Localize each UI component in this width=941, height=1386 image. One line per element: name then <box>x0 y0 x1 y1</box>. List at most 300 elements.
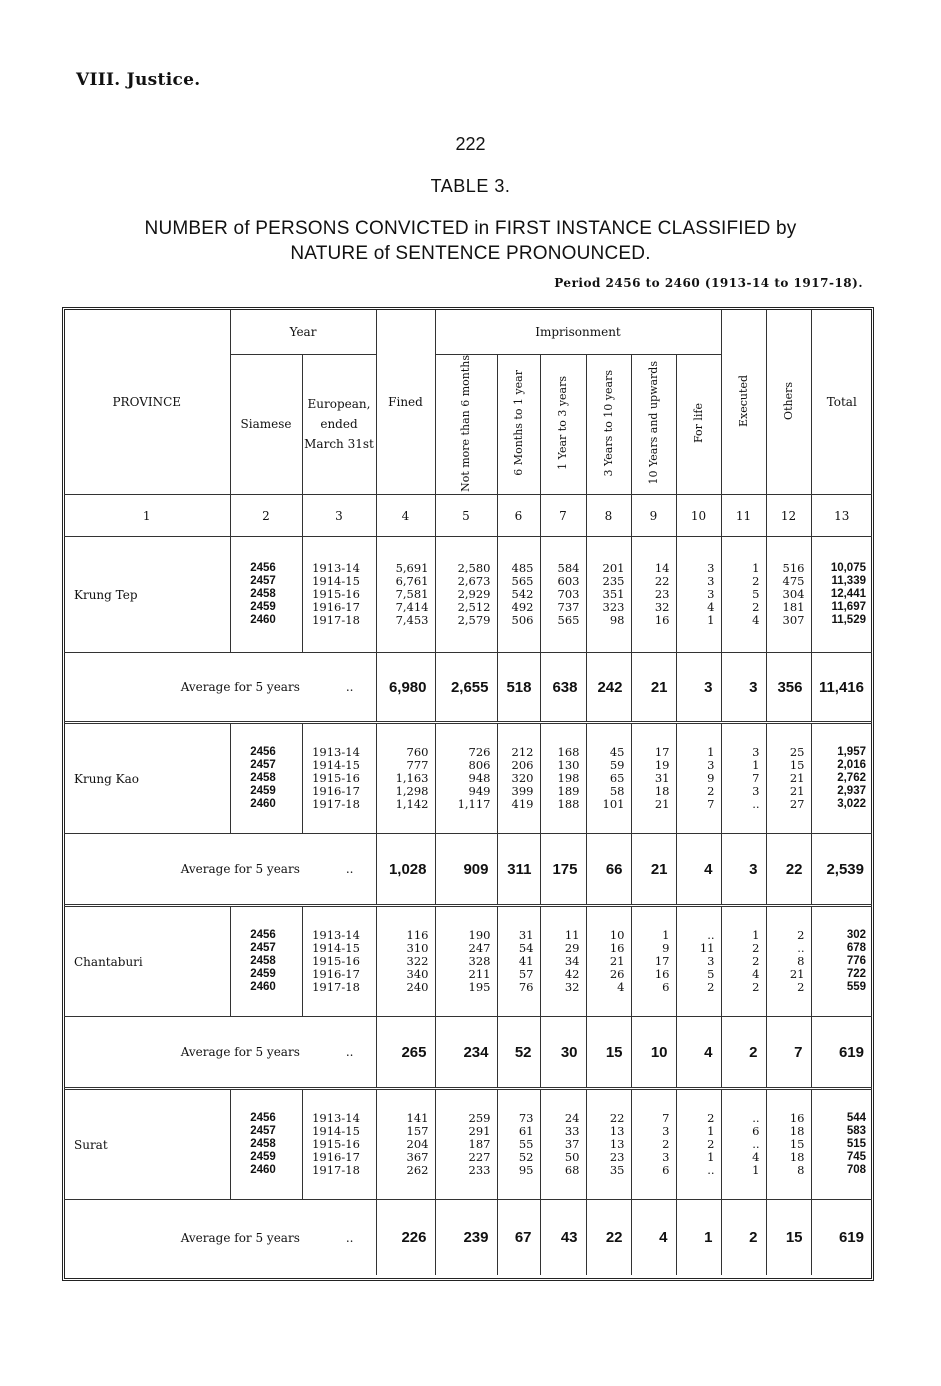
col-num: 13 <box>811 495 872 537</box>
table-cell-value: 1 <box>752 561 760 576</box>
table-cell-value: 95 <box>518 1163 534 1178</box>
average-label: Average for 5 years <box>180 680 300 695</box>
table-cell-value: 204 <box>406 1137 429 1152</box>
table-cell-value: 2,579 <box>457 613 491 628</box>
table-cell-value: 262 <box>406 1163 429 1178</box>
table-cell-value: 2460 <box>250 798 276 811</box>
table-cell-value: 2459 <box>250 1151 276 1164</box>
col-c12-cell <box>766 723 811 834</box>
table-cell-value: 1914-15 <box>312 941 360 956</box>
table-cell-value: 181 <box>782 600 805 615</box>
table-cell-value: 2 <box>707 784 715 799</box>
column-number-row <box>64 495 872 537</box>
table-cell-value: 5 <box>752 587 760 602</box>
province-average-row <box>64 1017 872 1089</box>
table-cell-value: 212 <box>511 745 534 760</box>
average-value: 619 <box>811 1200 872 1275</box>
average-value: 21 <box>631 834 676 906</box>
table-cell-value: 2458 <box>250 1138 276 1151</box>
table-cell-value: 15 <box>789 758 805 773</box>
table-cell-value: 515 <box>846 1138 866 1151</box>
table-cell-value: 1913-14 <box>312 561 360 576</box>
siamese-header: Siamese <box>230 354 302 495</box>
col-c5-cell <box>435 537 497 653</box>
table-cell-value: 7 <box>662 1111 670 1126</box>
col-european-cell <box>302 537 376 653</box>
table-cell-value: 12,441 <box>830 588 866 601</box>
col-european-cell <box>302 1089 376 1200</box>
table-cell-value: 2 <box>752 600 760 615</box>
table-cell-value: 351 <box>602 587 625 602</box>
col-c11-cell <box>721 1089 766 1200</box>
c8-header <box>586 354 631 495</box>
province-data-row <box>64 723 872 834</box>
col-num: 4 <box>376 495 435 537</box>
average-value: 239 <box>435 1200 497 1275</box>
table-cell-value: 26 <box>609 967 625 982</box>
european-header: European, ended March 31st <box>302 354 376 495</box>
table-cell-value: .. <box>797 941 805 956</box>
c6-header <box>497 354 540 495</box>
average-value: 909 <box>435 834 497 906</box>
fined-header: Fined <box>376 310 435 495</box>
page-number: 222 <box>455 134 486 154</box>
average-value: 11,416 <box>811 653 872 723</box>
table-cell-value: 55 <box>518 1137 534 1152</box>
table-cell-value: 2 <box>752 980 760 995</box>
table-cell-value: 11,697 <box>831 601 866 614</box>
table-cell-value: 9 <box>707 771 715 786</box>
table-cell-value: 4 <box>752 1150 760 1165</box>
table-cell-value: 1915-16 <box>312 954 360 969</box>
table-cell-value: 101 <box>602 797 625 812</box>
table-cell-value: 17 <box>654 954 670 969</box>
table-cell-value: 168 <box>557 745 580 760</box>
average-value: 619 <box>811 1017 872 1089</box>
table-cell-value: 6,761 <box>395 574 429 589</box>
col-c13-cell <box>811 1089 872 1200</box>
table-cell-value: 18 <box>654 784 670 799</box>
table-cell-value: 2458 <box>250 772 276 785</box>
table-cell-value: 5 <box>707 967 715 982</box>
table-cell-value: 235 <box>602 574 625 589</box>
table-cell-value: 565 <box>557 613 580 628</box>
table-cell-value: 29 <box>564 941 580 956</box>
table-cell-value: 2 <box>752 941 760 956</box>
c9-label: 10 Years and upwards <box>646 361 660 485</box>
table-cell-value: 2457 <box>250 759 276 772</box>
table-cell-value: 7,414 <box>395 600 429 615</box>
average-value: 21 <box>631 653 676 723</box>
table-cell-value: 2 <box>752 954 760 969</box>
imprisonment-header: Imprisonment <box>435 310 721 354</box>
col-c12-cell <box>766 1089 811 1200</box>
table-cell-value: 583 <box>846 1125 866 1138</box>
table-cell-value: 1914-15 <box>312 758 360 773</box>
table-cell-value: 542 <box>511 587 534 602</box>
table-cell-value: 130 <box>557 758 580 773</box>
table-cell-value: 320 <box>511 771 534 786</box>
col-c11-cell <box>721 723 766 834</box>
table-cell-value: 1917-18 <box>312 1163 360 1178</box>
table-cell-value: 18 <box>789 1150 805 1165</box>
col-european-cell <box>302 723 376 834</box>
c10-header <box>676 354 721 495</box>
table-cell-value: 1 <box>752 1163 760 1178</box>
table-cell-value: 16 <box>654 967 670 982</box>
col-c5-cell <box>435 906 497 1017</box>
table-cell-value: 544 <box>846 1112 866 1125</box>
table-cell-value: 1 <box>707 1150 715 1165</box>
average-value: 52 <box>497 1017 540 1089</box>
province-name: Krung Kao <box>74 771 139 786</box>
c9-header <box>631 354 676 495</box>
table-cell-value: 6 <box>662 1163 670 1178</box>
table-cell-value: 322 <box>406 954 429 969</box>
table-cell-value: 2 <box>797 980 805 995</box>
table-cell-value: .. <box>707 928 715 943</box>
average-value: 175 <box>540 834 586 906</box>
table-cell-value: 806 <box>468 758 491 773</box>
col-c13-cell <box>811 537 872 653</box>
table-cell-value: 32 <box>564 980 580 995</box>
table-cell-value: 11 <box>564 928 580 943</box>
table-cell-value: 2,673 <box>457 574 491 589</box>
table-cell-value: 307 <box>782 613 805 628</box>
table-title <box>0 216 941 266</box>
table-cell-value: 22 <box>654 574 670 589</box>
table-cell-value: 559 <box>846 981 866 994</box>
table-cell-value: 777 <box>406 758 429 773</box>
table-cell-value: 2457 <box>250 575 276 588</box>
col-num: 10 <box>676 495 721 537</box>
average-label: Average for 5 years <box>180 1045 300 1060</box>
table-cell-value: 6 <box>662 980 670 995</box>
col-c7-cell <box>540 723 586 834</box>
table-cell-value: 2 <box>707 1111 715 1126</box>
average-value: 265 <box>376 1017 435 1089</box>
table-cell-value: 760 <box>406 745 429 760</box>
table-cell-value: 776 <box>846 955 866 968</box>
table-cell-value: 68 <box>564 1163 580 1178</box>
c7-label: 1 Year to 3 years <box>556 376 569 470</box>
table-cell-value: 16 <box>609 941 625 956</box>
table-cell-value: 21 <box>654 797 670 812</box>
table-cell-value: 73 <box>518 1111 534 1126</box>
table-cell-value: 76 <box>518 980 534 995</box>
average-value: 2 <box>721 1200 766 1275</box>
section-heading: VIII. Justice. <box>76 70 201 90</box>
province-name: Surat <box>74 1137 108 1152</box>
table-cell-value: 41 <box>518 954 534 969</box>
col-fined-cell <box>376 1089 435 1200</box>
average-dots: .. <box>345 862 354 877</box>
table-cell-value: 42 <box>564 967 580 982</box>
table-cell-value: 722 <box>846 968 866 981</box>
table-cell-value: 1914-15 <box>312 574 360 589</box>
table-cell-value: 233 <box>468 1163 491 1178</box>
col-siamese-cell <box>230 723 302 834</box>
table-cell-value: .. <box>752 1111 760 1126</box>
table-cell-value: 7 <box>707 797 715 812</box>
average-value: 66 <box>586 834 631 906</box>
col-c5-cell <box>435 723 497 834</box>
table-cell-value: 2460 <box>250 1164 276 1177</box>
table-cell-value: 11 <box>699 941 715 956</box>
col-c8-cell <box>586 1089 631 1200</box>
table-cell-value: 1916-17 <box>312 600 360 615</box>
table-cell-value: 98 <box>609 613 625 628</box>
table-cell-value: 13 <box>609 1124 625 1139</box>
table-cell-value: .. <box>752 797 760 812</box>
table-cell-value: 45 <box>609 745 625 760</box>
table-cell-value: 1 <box>752 758 760 773</box>
col-num: 7 <box>540 495 586 537</box>
table-cell-value: 1915-16 <box>312 1137 360 1152</box>
average-value: 3 <box>676 653 721 723</box>
average-value: 2,655 <box>435 653 497 723</box>
table-cell-value: 21 <box>789 784 805 799</box>
col-c6-cell <box>497 906 540 1017</box>
sentence-table <box>64 310 872 1275</box>
table-cell-value: 9 <box>662 941 670 956</box>
col-num: 1 <box>142 508 151 523</box>
col-c9-cell <box>631 537 676 653</box>
table-cell-value: 2,512 <box>457 600 491 615</box>
table-cell-value: 2 <box>662 1137 670 1152</box>
col-siamese-cell <box>230 906 302 1017</box>
table-cell-value: 201 <box>602 561 625 576</box>
table-cell-value: 492 <box>511 600 534 615</box>
table-cell-value: 506 <box>511 613 534 628</box>
col-c10-cell <box>676 537 721 653</box>
average-value: 22 <box>766 834 811 906</box>
table-cell-value: 2459 <box>250 968 276 981</box>
table-cell-value: 8 <box>797 1163 805 1178</box>
table-cell-value: 3 <box>707 587 715 602</box>
c10-label: For life <box>691 402 705 443</box>
header-row-1 <box>64 310 872 354</box>
col-c8-cell <box>586 723 631 834</box>
col-c13-cell <box>811 906 872 1017</box>
table-cell-value: 16 <box>654 613 670 628</box>
table-cell-value: 25 <box>789 745 805 760</box>
col-siamese-cell <box>230 537 302 653</box>
table-number: TABLE 3. <box>430 176 511 196</box>
title-line-2: NATURE of SENTENCE PRONOUNCED. <box>290 243 651 264</box>
table-cell-value: 1 <box>662 928 670 943</box>
table-cell-value: 190 <box>468 928 491 943</box>
col-num: 6 <box>497 495 540 537</box>
table-cell-value: 1 <box>752 928 760 943</box>
table-cell-value: 2 <box>797 928 805 943</box>
table-cell-value: 2458 <box>250 588 276 601</box>
table-cell-value: 1914-15 <box>312 1124 360 1139</box>
executed-label: Executed <box>736 374 750 427</box>
col-c11-cell <box>721 537 766 653</box>
c5-label: Not more than 6 months <box>459 354 472 492</box>
table-cell-value: 1916-17 <box>312 784 360 799</box>
title-line-1: NUMBER of PERSONS CONVICTED in FIRST INSTANCE CLASSIFIED by <box>144 218 797 239</box>
table-cell-value: 516 <box>782 561 805 576</box>
table-cell-value: 24 <box>564 1111 580 1126</box>
table-cell-value: 737 <box>557 600 580 615</box>
table-cell-value: 198 <box>557 771 580 786</box>
table-cell-value: 2460 <box>250 981 276 994</box>
table-cell-value: 708 <box>846 1164 866 1177</box>
col-num: 2 <box>230 495 302 537</box>
c7-header <box>540 354 586 495</box>
year-header: Year <box>230 310 376 354</box>
table-cell-value: 240 <box>406 980 429 995</box>
table-cell-value: 15 <box>789 1137 805 1152</box>
table-cell-value: 13 <box>609 1137 625 1152</box>
table-cell-value: 1916-17 <box>312 1150 360 1165</box>
col-c6-cell <box>497 537 540 653</box>
col-num: 9 <box>631 495 676 537</box>
table-cell-value: 4 <box>617 980 625 995</box>
table-cell-value: 35 <box>609 1163 625 1178</box>
table-cell-value: 3 <box>707 574 715 589</box>
table-cell-value: 419 <box>511 797 534 812</box>
col-num: 5 <box>435 495 497 537</box>
col-european-cell <box>302 906 376 1017</box>
table-cell-value: 2,580 <box>457 561 491 576</box>
table-cell-value: 565 <box>511 574 534 589</box>
table-cell-value: .. <box>707 1163 715 1178</box>
table-cell-value: 54 <box>518 941 534 956</box>
table-cell-value: 310 <box>406 941 429 956</box>
average-label: Average for 5 years <box>180 862 300 877</box>
table-cell-value: 2,762 <box>837 772 866 785</box>
table-cell-value: 745 <box>846 1151 866 1164</box>
table-cell-value: 11,529 <box>831 614 866 627</box>
table-cell-value: 2 <box>707 980 715 995</box>
table-cell-value: 2456 <box>250 562 276 575</box>
col-c6-cell <box>497 723 540 834</box>
table-cell-value: 703 <box>557 587 580 602</box>
table-cell-value: 1915-16 <box>312 587 360 602</box>
average-label-cell <box>64 653 376 723</box>
table-cell-value: 2456 <box>250 929 276 942</box>
province-data-row <box>64 537 872 653</box>
others-header <box>766 310 811 495</box>
table-cell-value: 259 <box>468 1111 491 1126</box>
col-c10-cell <box>676 723 721 834</box>
table-cell-value: 2458 <box>250 955 276 968</box>
col-c12-cell <box>766 537 811 653</box>
col-fined-cell <box>376 537 435 653</box>
col-c10-cell <box>676 906 721 1017</box>
table-cell-value: 4 <box>752 967 760 982</box>
table-cell-value: 1917-18 <box>312 980 360 995</box>
table-cell-value: 367 <box>406 1150 429 1165</box>
average-label-cell <box>64 834 376 906</box>
average-dots: .. <box>345 1045 354 1060</box>
average-value: 3 <box>721 653 766 723</box>
table-cell-value: 1,957 <box>837 746 866 759</box>
table-cell-value: 399 <box>511 784 534 799</box>
table-cell-value: 247 <box>468 941 491 956</box>
col-c8-cell <box>586 906 631 1017</box>
col-fined-cell <box>376 723 435 834</box>
average-value: 2,539 <box>811 834 872 906</box>
table-cell-value: 32 <box>654 600 670 615</box>
table-cell-value: 189 <box>557 784 580 799</box>
table-cell-value: 116 <box>406 928 429 943</box>
table-cell-value: 726 <box>468 745 491 760</box>
average-label-cell <box>64 1200 376 1275</box>
table-cell-value: 2456 <box>250 1112 276 1125</box>
table-cell-value: 3,022 <box>837 798 866 811</box>
table-cell-value: 58 <box>609 784 625 799</box>
table-cell-value: 3 <box>752 784 760 799</box>
table-cell-value: 3 <box>707 954 715 969</box>
col-num: 12 <box>766 495 811 537</box>
table-cell-value: 328 <box>468 954 491 969</box>
table-cell-value: 19 <box>654 758 670 773</box>
table-cell-value: 7,453 <box>395 613 429 628</box>
table-cell-value: 1913-14 <box>312 745 360 760</box>
col-c6-cell <box>497 1089 540 1200</box>
province-average-row <box>64 834 872 906</box>
table-cell-value: 17 <box>654 745 670 760</box>
average-value: 311 <box>497 834 540 906</box>
average-value: 4 <box>676 834 721 906</box>
table-cell-value: 2 <box>707 1137 715 1152</box>
col-num: 3 <box>302 495 376 537</box>
table-cell-value: 206 <box>511 758 534 773</box>
table-cell-value: 8 <box>797 954 805 969</box>
table-cell-value: 1,142 <box>395 797 429 812</box>
table-cell-value: 291 <box>468 1124 491 1139</box>
col-c8-cell <box>586 537 631 653</box>
table-cell-value: 37 <box>564 1137 580 1152</box>
table-cell-value: 302 <box>846 929 866 942</box>
table-cell-value: 65 <box>609 771 625 786</box>
table-cell-value: 7,581 <box>395 587 429 602</box>
table-cell-value: 475 <box>782 574 805 589</box>
average-value: 356 <box>766 653 811 723</box>
average-value: 242 <box>586 653 631 723</box>
col-c13-cell <box>811 723 872 834</box>
table-cell-value: 187 <box>468 1137 491 1152</box>
table-cell-value: 157 <box>406 1124 429 1139</box>
table-cell-value: 1913-14 <box>312 1111 360 1126</box>
col-c9-cell <box>631 906 676 1017</box>
table-cell-value: 16 <box>789 1111 805 1126</box>
province-average-row <box>64 1200 872 1275</box>
average-value: 10 <box>631 1017 676 1089</box>
table-cell-value: 2,937 <box>837 785 866 798</box>
table-cell-value: 14 <box>654 561 670 576</box>
col-num: 8 <box>586 495 631 537</box>
average-value: 4 <box>631 1200 676 1275</box>
table-cell-value: 2459 <box>250 785 276 798</box>
table-cell-value: 57 <box>518 967 534 982</box>
average-value: 226 <box>376 1200 435 1275</box>
table-cell-value: 188 <box>557 797 580 812</box>
average-value: 7 <box>766 1017 811 1089</box>
province-name: Krung Tep <box>74 587 138 602</box>
table-cell-value: 584 <box>557 561 580 576</box>
executed-header <box>721 310 766 495</box>
col-c5-cell <box>435 1089 497 1200</box>
average-dots: .. <box>345 680 354 695</box>
others-label: Others <box>781 381 795 420</box>
table-cell-value: 195 <box>468 980 491 995</box>
province-name: Chantaburi <box>74 954 143 969</box>
